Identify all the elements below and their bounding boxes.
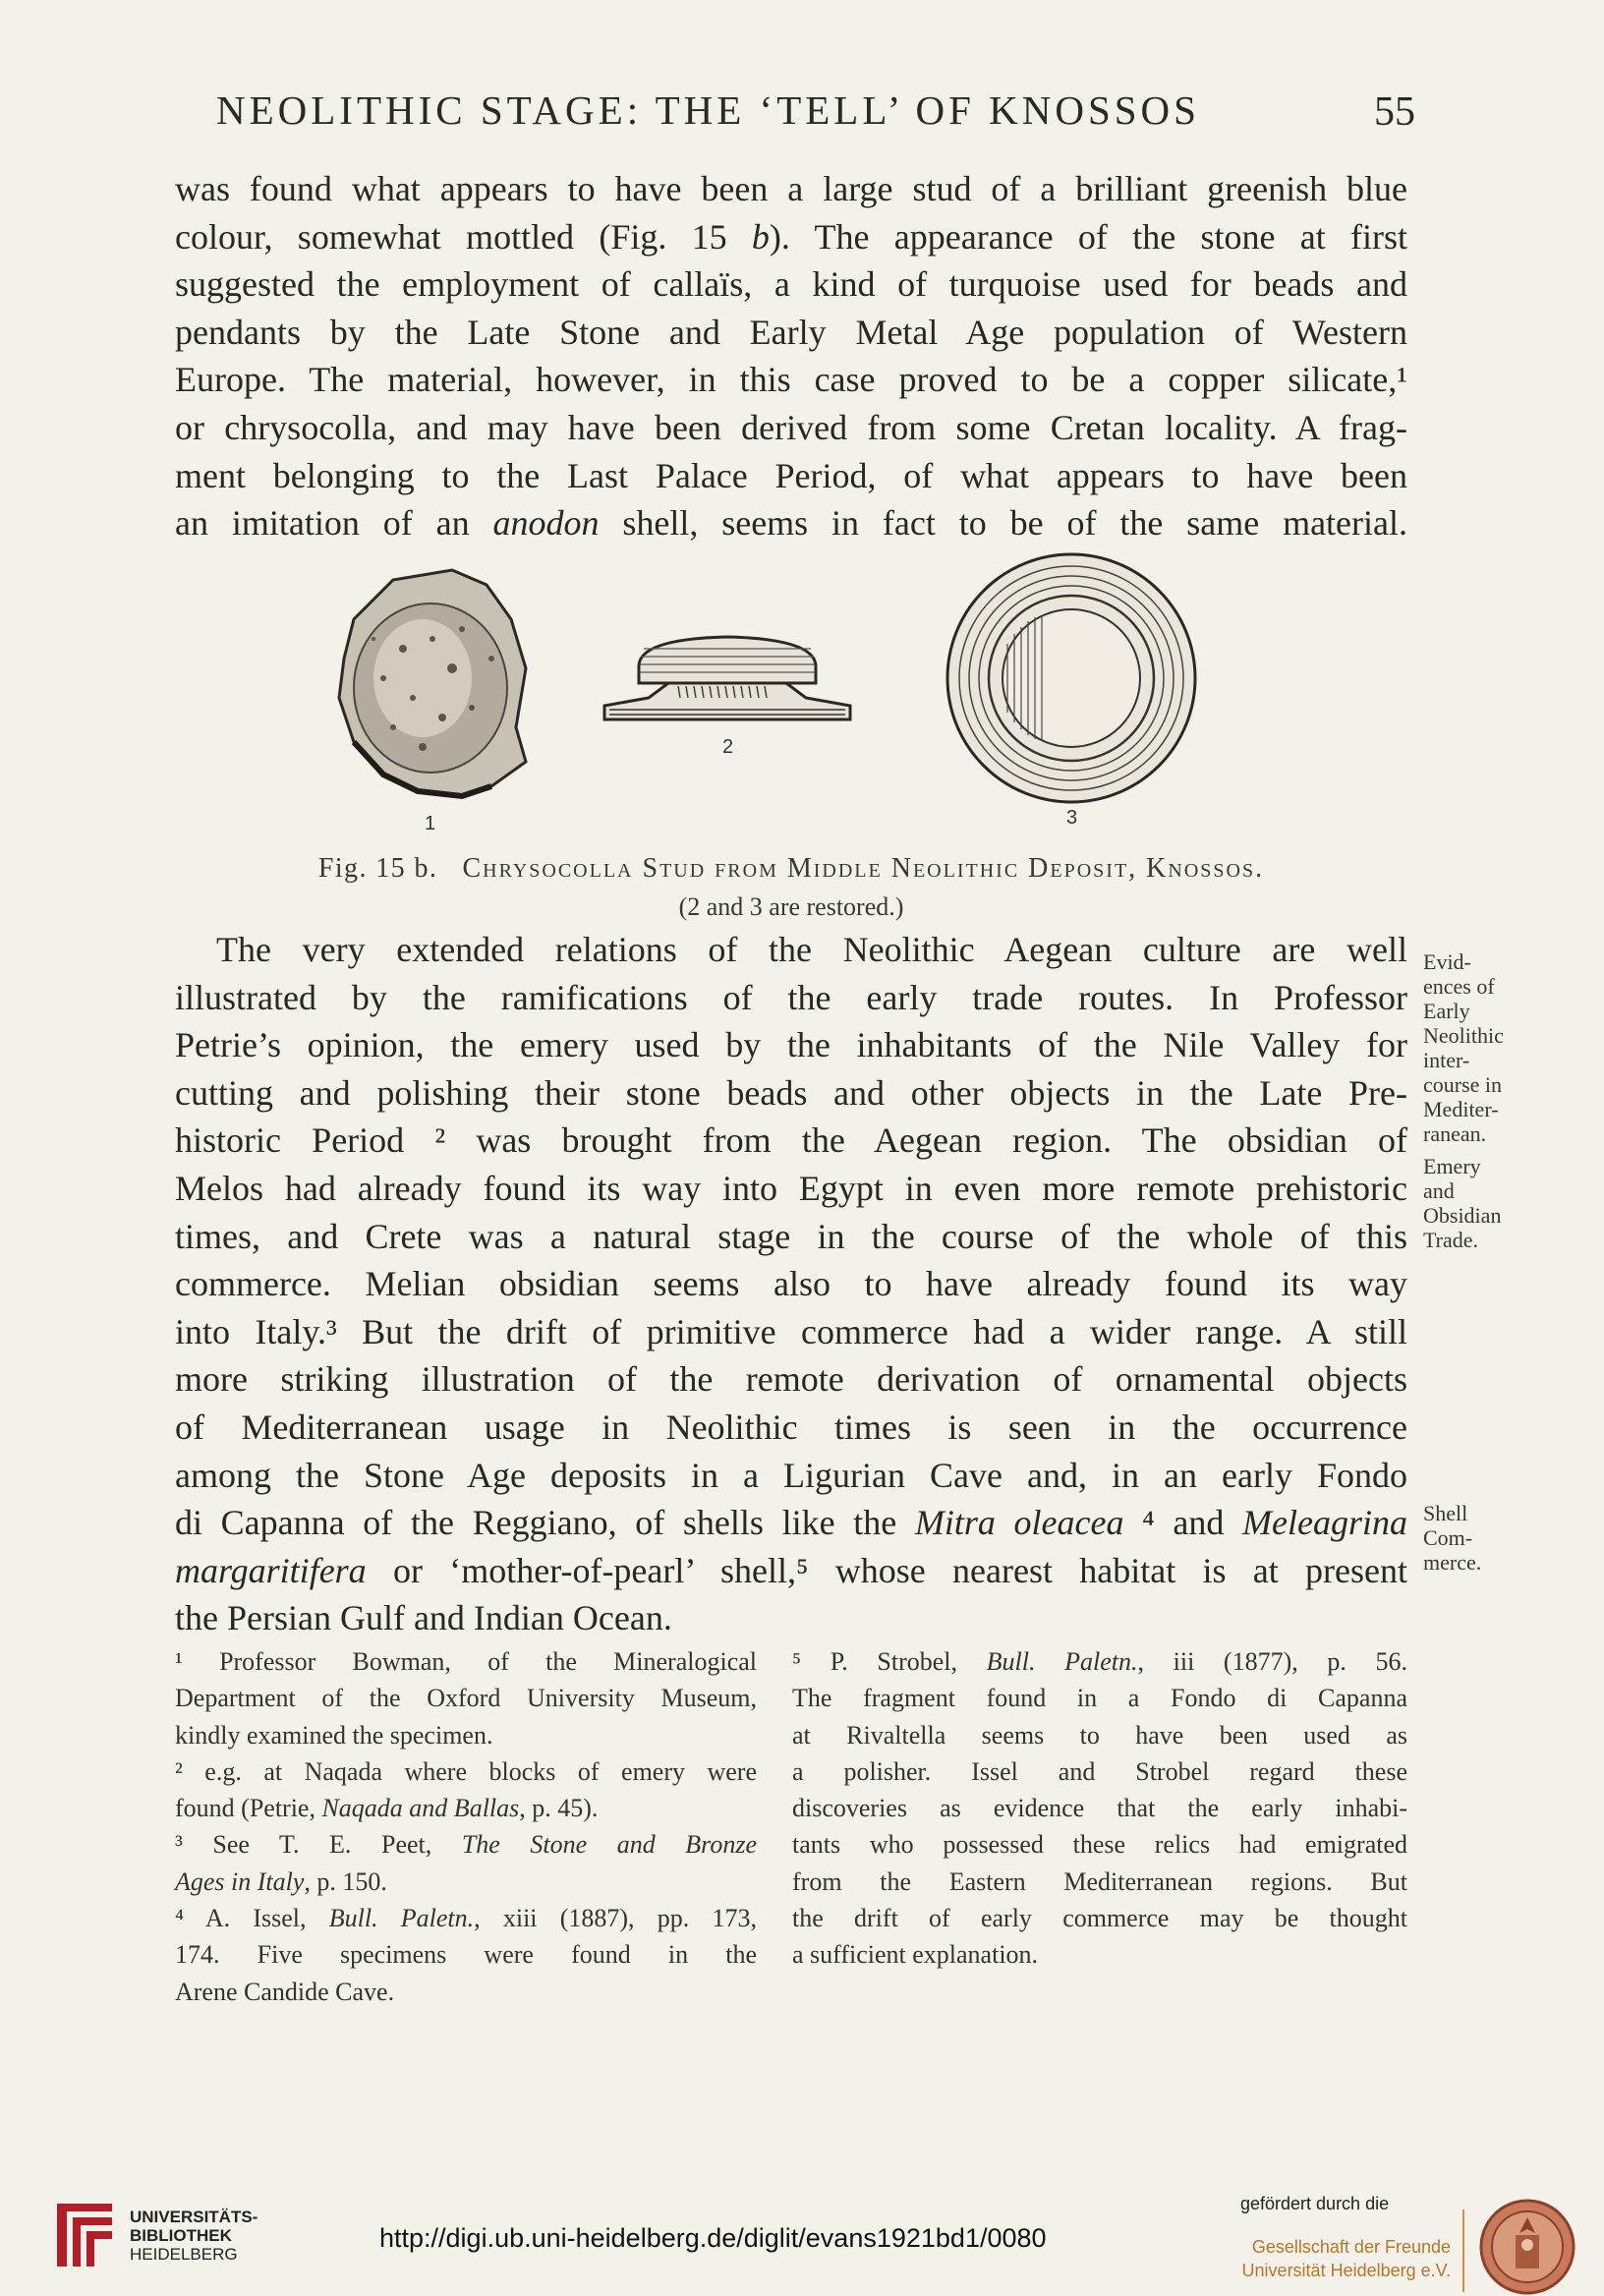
margin-line: course in bbox=[1423, 1072, 1503, 1097]
footnote-line: ⁴ A. Issel, Bull. Paletn., xiii (1887), pp. 173, bbox=[175, 1904, 757, 1933]
margin-line: Emery bbox=[1423, 1154, 1481, 1178]
margin-line: Early bbox=[1423, 999, 1470, 1023]
footnote-line: at Rivaltella seems to have been used as bbox=[792, 1720, 1407, 1750]
text-line: margaritifera or ‘mother-of-pearl’ shell,⁵ whose nearest habitat is at present bbox=[175, 1550, 1407, 1590]
margin-line: Com- bbox=[1423, 1525, 1473, 1550]
text-line: colour, somewhat mottled (Fig. 15 b). The appearance of the stone at first bbox=[175, 216, 1407, 257]
text-line: di Capanna of the Reggiano, of shells like the Mitra oleacea ⁴ and Meleagrina bbox=[175, 1503, 1407, 1543]
text-line: Europe. The material, however, in this case proved to be a copper silicate,¹ bbox=[175, 360, 1407, 400]
footnote-line: 174. Five specimens were found in the bbox=[175, 1940, 757, 1970]
text-line: commerce. Melian obsidian seems also to have already found its way bbox=[175, 1264, 1407, 1304]
footnote-line: a polisher. Issel and Strobel regard these bbox=[792, 1756, 1407, 1786]
footnote-line: The fragment found in a Fondo di Capanna bbox=[792, 1684, 1407, 1713]
margin-note-shell-commerce bbox=[1423, 1501, 1571, 1575]
stone-fragment-drawing bbox=[339, 570, 526, 796]
digitization-footer bbox=[0, 2111, 1604, 2295]
text-line: illustrated by the ramifications of the early trade routes. In Professor bbox=[175, 977, 1407, 1017]
figure-label-1: 1 bbox=[425, 813, 436, 834]
library-name bbox=[130, 2208, 258, 2264]
figure-caption bbox=[175, 853, 1407, 885]
paragraph-1 bbox=[175, 165, 1407, 547]
page-header bbox=[177, 86, 1415, 145]
text-line: times, and Crete was a natural stage in the course of the whole of this bbox=[175, 1216, 1407, 1256]
footnote-line: the drift of early commerce may be thought bbox=[792, 1904, 1407, 1933]
running-head: NEOLITHIC STAGE: THE ‘TELL’ OF KNOSSOS bbox=[216, 87, 1200, 133]
university-seal-icon bbox=[1478, 2198, 1576, 2296]
text-line: an imitation of an anodon shell, seems in fact to be of the same material. bbox=[175, 503, 1407, 544]
text-line: ment belonging to the Last Palace Period, of what appears to have been bbox=[175, 455, 1407, 495]
margin-line: ences of bbox=[1423, 974, 1495, 999]
stud-profile-drawing bbox=[604, 637, 850, 719]
footnote-line: ² e.g. at Naqada where blocks of emery were bbox=[175, 1756, 757, 1786]
text-line: pendants by the Late Stone and Early Metal Age population of Western bbox=[175, 312, 1407, 352]
figure-label-3: 3 bbox=[1066, 807, 1078, 829]
margin-line: Neolithic bbox=[1423, 1023, 1504, 1048]
caption-sub: (2 and 3 are restored.) bbox=[678, 892, 904, 921]
funded-by-label: gefördert durch die bbox=[1240, 2194, 1390, 2213]
footnotes-right-column bbox=[792, 1643, 1407, 1974]
footer-divider bbox=[1462, 2210, 1464, 2292]
text-line: was found what appears to have been a large stud of a brilliant greenish blue bbox=[175, 169, 1407, 208]
text-line: the Persian Gulf and Indian Ocean. bbox=[175, 1598, 672, 1638]
margin-line: Evid- bbox=[1423, 949, 1471, 974]
margin-line: inter- bbox=[1423, 1048, 1470, 1072]
figure-label-2: 2 bbox=[722, 736, 734, 758]
text-line: The very extended relations of the Neolithic Aegean culture are well bbox=[216, 930, 1407, 969]
margin-line: Trade. bbox=[1423, 1228, 1479, 1252]
footnote-line: Ages in Italy, p. 150. bbox=[175, 1866, 387, 1896]
text-line: or chrysocolla, and may have been derived from some Cretan locality. A frag- bbox=[175, 407, 1407, 447]
text-line: suggested the employment of callaïs, a kind of turquoise used for beads and bbox=[175, 264, 1407, 305]
margin-line: ranean. bbox=[1423, 1121, 1487, 1146]
margin-line: Mediter- bbox=[1423, 1097, 1499, 1121]
permalink-url[interactable]: http://digi.ub.uni-heidelberg.de/diglit/evans1921bd1/0080 bbox=[379, 2223, 1047, 2253]
footnote-line: Arene Candide Cave. bbox=[175, 1977, 395, 2006]
footnote-line: ⁵ P. Strobel, Bull. Paletn., iii (1877), p. 56. bbox=[792, 1647, 1407, 1676]
paragraph-2 bbox=[175, 926, 1407, 1642]
figure-15b bbox=[315, 550, 1248, 835]
footnote-line: kindly examined the specimen. bbox=[175, 1720, 493, 1750]
footnote-line: a sufficient explanation. bbox=[792, 1940, 1039, 1970]
footnotes-left-column bbox=[175, 1643, 757, 2010]
margin-note-early-intercourse bbox=[1423, 949, 1571, 1146]
margin-line: and bbox=[1423, 1178, 1455, 1203]
footnote-line: ³ See T. E. Peet, The Stone and Bronze bbox=[175, 1830, 757, 1860]
margin-line: Obsidian bbox=[1423, 1203, 1502, 1228]
text-line: historic Period ² was brought from the Aegean region. The obsidian of bbox=[175, 1120, 1407, 1161]
margin-line: merce. bbox=[1423, 1550, 1482, 1575]
text-line: of Mediterranean usage in Neolithic times is seen in the occurrence bbox=[175, 1406, 1407, 1447]
footnote-line: found (Petrie, Naqada and Ballas, p. 45). bbox=[175, 1794, 599, 1823]
society-name-line: Gesellschaft der Freunde bbox=[1251, 2237, 1451, 2257]
stud-top-view-drawing bbox=[947, 554, 1195, 802]
caption-title: Chrysocolla Stud from Middle Neolithic Deposit, Knossos. bbox=[462, 853, 1265, 884]
margin-note-emery-obsidian bbox=[1423, 1154, 1571, 1252]
footnote-line: from the Eastern Mediterranean regions. But bbox=[792, 1866, 1407, 1896]
text-line: into Italy.³ But the drift of primitive commerce had a wider range. A still bbox=[175, 1311, 1407, 1351]
margin-line: Shell bbox=[1423, 1501, 1468, 1525]
text-line: Melos had already found its way into Egypt in even more remote prehistoric bbox=[175, 1168, 1407, 1208]
library-name-line: UNIVERSITÄTS- bbox=[130, 2208, 258, 2226]
footnote-line: ¹ Professor Bowman, of the Mineralogical bbox=[175, 1647, 757, 1676]
society-name bbox=[1227, 2235, 1451, 2282]
library-name-line: HEIDELBERG bbox=[130, 2245, 238, 2264]
text-line: among the Stone Age deposits in a Ligurian Cave and, in an early Fondo bbox=[175, 1455, 1407, 1495]
footnote-line: tants who possessed these relics had emigrated bbox=[792, 1830, 1407, 1860]
stud-illustration bbox=[315, 550, 1248, 835]
caption-prefix: Fig. 15 b. bbox=[317, 853, 438, 884]
text-line: Petrie’s opinion, the emery used by the inhabitants of the Nile Valley for bbox=[175, 1025, 1407, 1065]
text-line: more striking illustration of the remote derivation of ornamental objects bbox=[175, 1359, 1407, 1400]
text-line: cutting and polishing their stone beads and other objects in the Late Pre- bbox=[175, 1072, 1407, 1113]
society-name-line: Universität Heidelberg e.V. bbox=[1241, 2261, 1451, 2280]
footnote-line: Department of the Oxford University Museum, bbox=[175, 1684, 757, 1713]
footnote-line: discoveries as evidence that the early inhabi- bbox=[792, 1794, 1407, 1823]
university-library-logo-icon bbox=[53, 2198, 116, 2272]
library-name-line: BIBLIOTHEK bbox=[130, 2226, 232, 2245]
page-number: 55 bbox=[1374, 89, 1415, 135]
